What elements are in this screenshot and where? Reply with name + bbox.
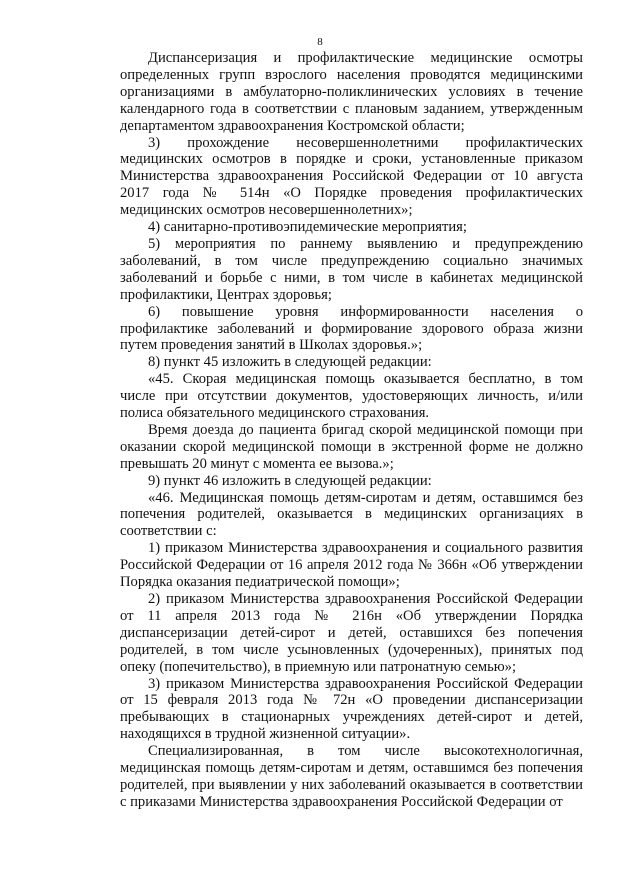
paragraph-dispensary-intro: Диспансеризация и профилактические медицинские осмотры определенных групп взрослого населения проводятся медицинскими организациями в амбулаторно-поликлинических условиях в течение календарного года в соответствии с плановым заданием, утвержденным департаментом здравоохранения Костромской области; [120,50,583,134]
paragraph-item-3-minors-exams: 3) прохождение несовершеннолетними профилактических медицинских осмотров в порядке и сроки, установленные приказом Министерства здравоохранения Российской Федерации от 10 августа 2017 года № 514н «О Порядке проведения профилактических медицинских осмотров несовершеннолетних»; [120,134,583,219]
paragraph-arrival-time: Время доезда до пациента бригад скорой медицинской помощи при оказании скорой медицинской помощи в экстренной форме не должно превышать 20 минут с момента ее вызова.»; [120,421,583,472]
paragraph-order-366n: 1) приказом Министерства здравоохранения и социального развития Российской Федерации от 16 апреля 2012 года № 366н «Об утверждении Порядка оказания педиатрической помощи»; [120,540,583,591]
paragraph-item-5-early-detection: 5) мероприятия по раннему выявлению и предупреждению заболеваний, в том числе предупреждению социально значимых заболеваний и борьбе с ними, в том числе в кабинетах медицинской профилактики, Центрах здоровья; [120,235,583,303]
paragraph-item-6-awareness: 6) повышение уровня информированности населения о профилактике заболеваний и формирование здорового образа жизни путем проведения занятий в Школах здоровья.»; [120,303,583,354]
paragraph-order-216n: 2) приказом Министерства здравоохранения Российской Федерации от 11 апреля 2013 года № 216н «Об утверждении Порядка диспансеризации детей-сирот и детей, оставшихся без попечения родителей, в том числе усыновленных (удочеренных), принятых под опеку (попечительство), в приемную или патронатную семью»; [120,591,583,675]
paragraph-clause-46: «46. Медицинская помощь детям-сиротам и детям, оставшимся без попечения родителей, оказывается в медицинских организациях в соответствии с: [120,489,583,540]
paragraph-order-72n: 3) приказом Министерства здравоохранения Российской Федерации от 15 февраля 2013 года № 72н «О проведении диспансеризации пребывающих в стационарных учреждениях детей-сирот и детей, находящихся в трудной жизненной ситуации». [120,675,583,743]
paragraph-item-4-sanitary: 4) санитарно-противоэпидемические мероприятия; [148,219,467,236]
paragraph-specialized-care: Специализированная, в том числе высокотехнологичная, медицинская помощь детям-сиротам и детям, оставшимся без попечения родителей, при выявлении у них заболеваний оказывается в соответствии с приказами Министерства здравоохранения Российской Федерации от [120,743,583,810]
page-number: 8 [317,36,323,48]
paragraph-clause-45: «45. Скорая медицинская помощь оказывается бесплатно, в том числе при отсутствии документов, удостоверяющих личность, и/или полиса обязательного медицинского страхования. [120,371,583,422]
document-body [120,50,583,811]
paragraph-point-9: 9) пункт 46 изложить в следующей редакции: [148,472,432,489]
paragraph-point-8: 8) пункт 45 изложить в следующей редакции: [148,354,432,371]
